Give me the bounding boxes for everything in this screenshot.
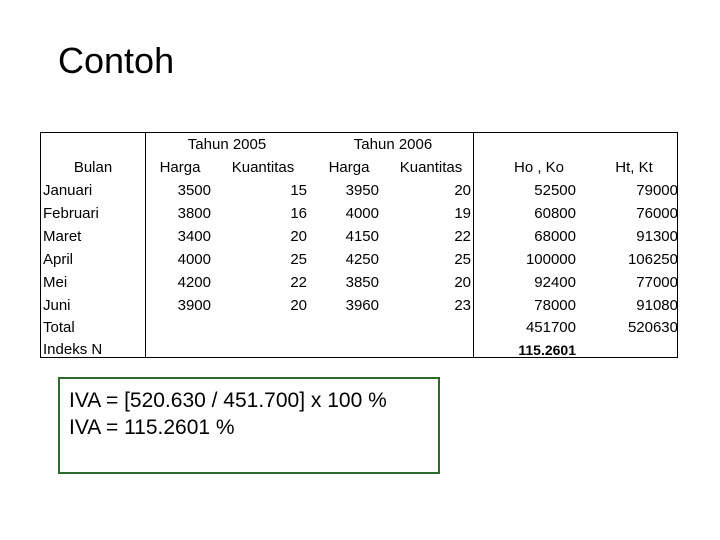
- cell-harga-2005: 4000: [177, 251, 211, 268]
- cell-kuantitas-2006: 20: [454, 182, 471, 199]
- cell-htkt: 106250: [627, 251, 678, 268]
- header-harga-2005: Harga: [159, 159, 201, 176]
- cell-kuantitas-2005: 22: [290, 274, 307, 291]
- cell-htkt: 79000: [636, 182, 678, 199]
- cell-bulan: April: [43, 251, 74, 268]
- cell-hoko: 68000: [534, 228, 576, 245]
- cell-kuantitas-2005: 20: [290, 297, 307, 314]
- cell-bulan: Februari: [43, 205, 99, 222]
- cell-htkt: 91080: [636, 297, 678, 314]
- header-year-2006: Tahun 2006: [353, 136, 433, 153]
- cell-hoko: 78000: [534, 297, 576, 314]
- header-htkt: Ht, Kt: [615, 159, 653, 176]
- cell-harga-2006: 3850: [345, 274, 379, 291]
- cell-harga-2006: 4250: [345, 251, 379, 268]
- total-label: Total: [43, 319, 75, 336]
- header-hoko: Ho , Ko: [513, 159, 565, 176]
- cell-harga-2005: 4200: [177, 274, 211, 291]
- spreadsheet-table: [40, 132, 678, 358]
- cell-hoko: 60800: [534, 205, 576, 222]
- cell-hoko: 52500: [534, 182, 576, 199]
- cell-kuantitas-2005: 16: [290, 205, 307, 222]
- indeks-label: Indeks N: [43, 341, 103, 358]
- cell-htkt: 76000: [636, 205, 678, 222]
- cell-bulan: Januari: [43, 182, 93, 199]
- cell-harga-2005: 3400: [177, 228, 211, 245]
- total-htkt: 520630: [627, 319, 678, 336]
- cell-harga-2006: 4000: [345, 205, 379, 222]
- cell-hoko: 92400: [534, 274, 576, 291]
- slide-title: Contoh: [58, 40, 175, 81]
- cell-kuantitas-2006: 20: [454, 274, 471, 291]
- header-bulan: Bulan: [73, 159, 113, 176]
- cell-bulan: Juni: [43, 297, 71, 314]
- cell-harga-2005: 3900: [177, 297, 211, 314]
- cell-hoko: 100000: [525, 251, 576, 268]
- formula-line-2: IVA = 115.2601 %: [69, 416, 235, 439]
- cell-kuantitas-2006: 22: [454, 228, 471, 245]
- indeks-value: 115.2601: [518, 342, 576, 358]
- cell-harga-2005: 3500: [177, 182, 211, 199]
- cell-kuantitas-2006: 19: [454, 205, 471, 222]
- cell-kuantitas-2006: 23: [454, 297, 471, 314]
- total-hoko: 451700: [525, 319, 576, 336]
- header-kuantitas-2005: Kuantitas: [231, 159, 295, 176]
- header-kuantitas-2006: Kuantitas: [399, 159, 463, 176]
- cell-kuantitas-2005: 20: [290, 228, 307, 245]
- cell-kuantitas-2005: 15: [290, 182, 307, 199]
- cell-harga-2006: 3960: [345, 297, 379, 314]
- cell-harga-2006: 3950: [345, 182, 379, 199]
- cell-kuantitas-2005: 25: [290, 251, 307, 268]
- cell-htkt: 91300: [636, 228, 678, 245]
- cell-bulan: Maret: [43, 228, 82, 245]
- header-harga-2006: Harga: [328, 159, 370, 176]
- cell-htkt: 77000: [636, 274, 678, 291]
- formula-box: [58, 377, 440, 474]
- cell-harga-2006: 4150: [345, 228, 379, 245]
- formula-line-1: IVA = [520.630 / 451.700] x 100 %: [69, 389, 387, 412]
- cell-kuantitas-2006: 25: [454, 251, 471, 268]
- cell-harga-2005: 3800: [177, 205, 211, 222]
- header-year-2005: Tahun 2005: [187, 136, 267, 153]
- cell-bulan: Mei: [43, 274, 68, 291]
